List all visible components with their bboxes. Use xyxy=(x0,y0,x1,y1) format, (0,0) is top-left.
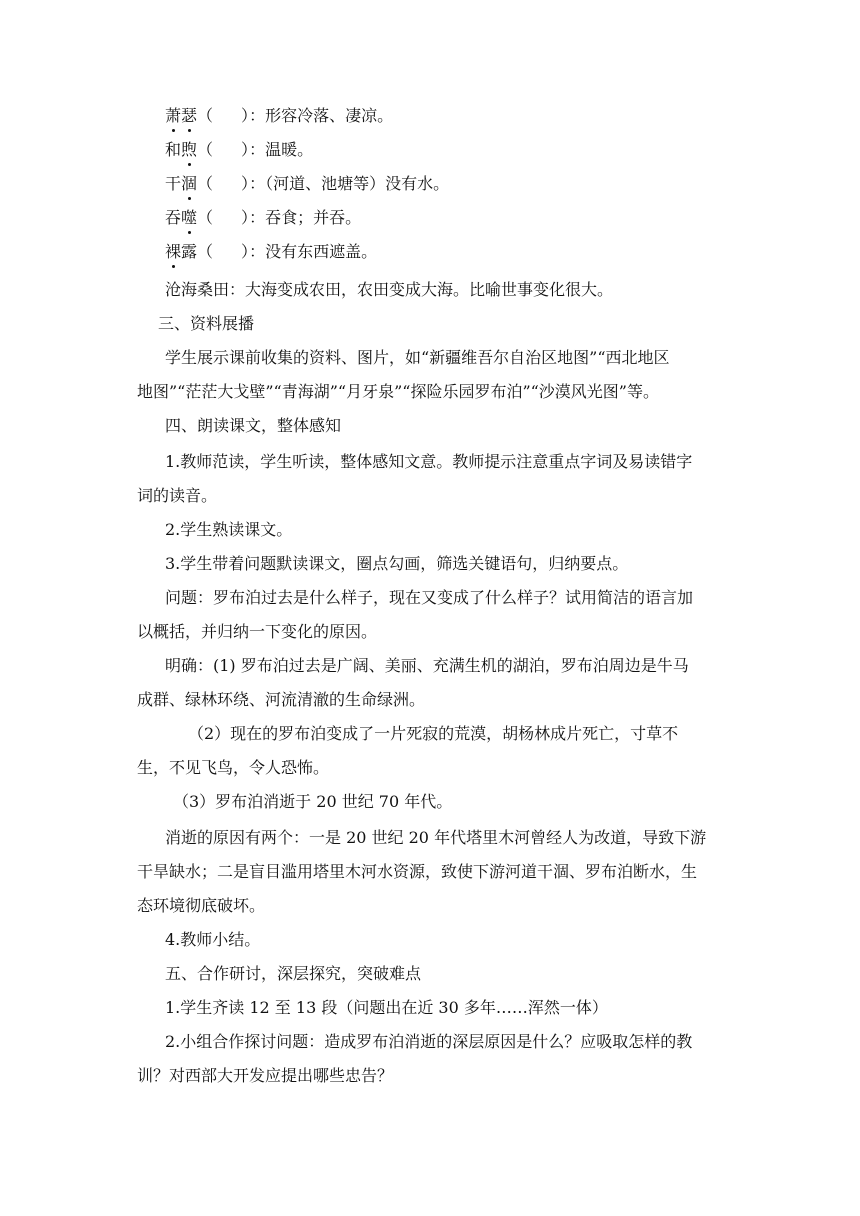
vocab-definition: ：没有东西遮盖。 xyxy=(249,242,378,261)
paragraph-line: （2）现在的罗布泊变成了一片死寂的荒漠，胡杨林成片死亡，寸草不 xyxy=(188,724,679,743)
paragraph-line: 2.学生熟读课文。 xyxy=(165,520,293,539)
section-heading-5: 五、合作研讨，深层探究，突破难点 xyxy=(165,964,422,983)
paragraph-line: 明确：(1) 罗布泊过去是广阔、美丽、充满生机的湖泊，罗布泊周边是牛马 xyxy=(165,656,689,675)
vocab-row xyxy=(165,106,393,126)
idiom-definition: 沧海桑田：大海变成农田，农田变成大海。比喻世事变化很大。 xyxy=(165,280,614,299)
paragraph-line: 1.教师范读，学生听读，整体感知文意。教师提示注意重点字词及易读错字 xyxy=(165,452,693,471)
close-paren: ） xyxy=(241,242,250,261)
paragraph-line: 问题：罗布泊过去是什么样子，现在又变成了什么样子？试用简洁的语言加 xyxy=(165,588,694,607)
paragraph-line: （3）罗布泊消逝于 20 世纪 70 年代。 xyxy=(173,792,453,811)
dotted-char: 裸 xyxy=(165,242,182,261)
paragraph-line: 成群、绿林环绕、河流清澈的生命绿洲。 xyxy=(137,690,426,709)
dotted-char: 噬 xyxy=(181,208,198,227)
section-heading-3: 三、资料展播 xyxy=(158,314,255,333)
close-paren: ） xyxy=(241,208,250,227)
open-paren: （ xyxy=(197,106,214,125)
close-paren: ） xyxy=(241,106,250,125)
char: 吞 xyxy=(165,208,182,227)
vocab-definition: ：温暖。 xyxy=(249,140,314,159)
open-paren: （ xyxy=(197,242,214,261)
dotted-char: 萧 xyxy=(165,106,182,125)
char: 干 xyxy=(165,174,182,193)
paragraph-line: 态环境彻底破坏。 xyxy=(137,896,266,915)
open-paren: （ xyxy=(197,174,214,193)
dotted-char: 煦 xyxy=(181,140,198,159)
close-paren: ） xyxy=(241,140,250,159)
paragraph-line: 地图”“茫茫大戈壁”“青海湖”“月牙泉”“探险乐园罗布泊”“沙漠风光图”等。 xyxy=(137,382,659,401)
section-heading-4: 四、朗读课文，整体感知 xyxy=(165,416,342,435)
vocab-definition: ：吞食；并吞。 xyxy=(249,208,362,227)
vocab-row xyxy=(165,174,449,194)
close-paren: ） xyxy=(241,174,250,193)
open-paren: （ xyxy=(197,140,214,159)
paragraph-line: 干旱缺水；二是盲目滥用塔里木河水资源，致使下游河道干涸、罗布泊断水，生 xyxy=(137,862,698,881)
paragraph-line: 以概括，并归纳一下变化的原因。 xyxy=(137,622,378,641)
paragraph-line: 学生展示课前收集的资料、图片，如“新疆维吾尔自治区地图”“西北地区 xyxy=(165,348,670,367)
vocab-row xyxy=(165,140,313,160)
vocab-row xyxy=(165,242,377,262)
paragraph-line: 训？对西部大开发应提出哪些忠告？ xyxy=(137,1066,394,1085)
paragraph-line: 1.学生齐读 12 至 13 段（问题出在近 30 多年……浑然一体） xyxy=(165,998,608,1017)
vocab-definition: ：形容冷落、凄凉。 xyxy=(249,106,394,125)
dotted-char: 涸 xyxy=(181,174,198,193)
paragraph-line: 2.小组合作探讨问题：造成罗布泊消逝的深层原因是什么？应吸取怎样的教 xyxy=(165,1032,693,1051)
paragraph-line: 3.学生带着问题默读课文，圈点勾画，筛选关键语句，归纳要点。 xyxy=(165,554,629,573)
paragraph-line: 词的读音。 xyxy=(137,486,218,505)
vocab-row xyxy=(165,208,361,228)
paragraph-line: 4.教师小结。 xyxy=(165,930,261,949)
vocab-definition: ：（河道、池塘等）没有水。 xyxy=(249,174,450,193)
open-paren: （ xyxy=(197,208,214,227)
char: 露 xyxy=(181,242,198,261)
paragraph-line: 生，不见飞鸟，令人恐怖。 xyxy=(137,758,330,777)
char: 和 xyxy=(165,140,182,159)
dotted-char: 瑟 xyxy=(181,106,198,125)
paragraph-line: 消逝的原因有两个：一是 20 世纪 20 年代塔里木河曾经人为改道，导致下游 xyxy=(165,828,707,847)
